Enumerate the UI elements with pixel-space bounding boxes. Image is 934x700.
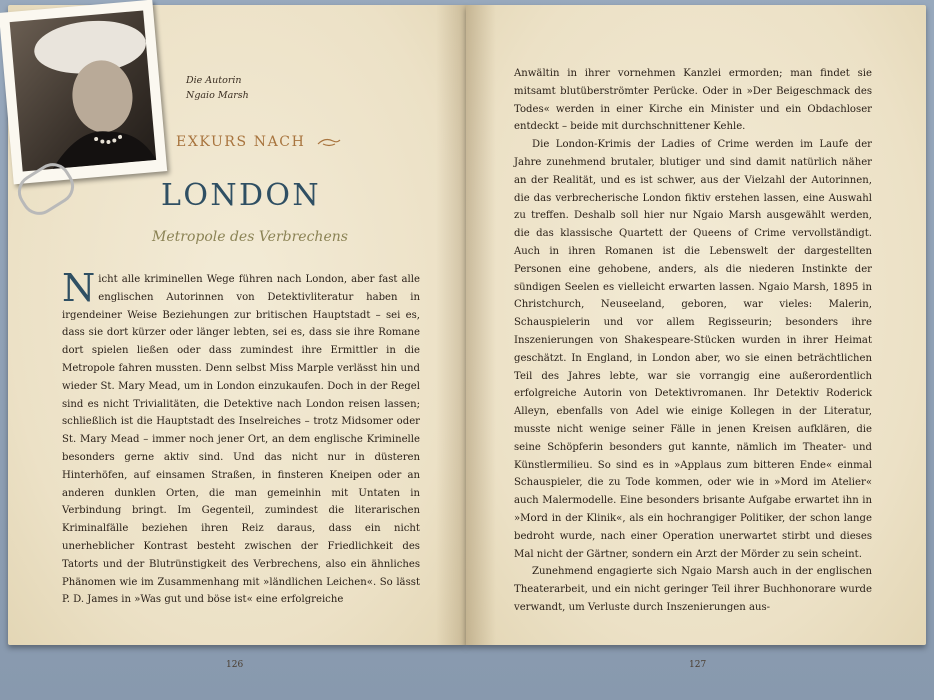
- gutter-shadow-left: [436, 5, 466, 645]
- caption-line-2: Ngaio Marsh: [186, 90, 249, 101]
- section-label-text: EXKURS NACH: [176, 134, 306, 150]
- right-body-text: [514, 65, 872, 617]
- section-label: [176, 134, 341, 150]
- left-body-text: [62, 266, 420, 609]
- author-photo: [0, 0, 167, 184]
- chapter-title: LONDON: [161, 178, 322, 213]
- page-number-right: 127: [689, 660, 707, 670]
- page-number-left: 126: [226, 660, 244, 670]
- gutter-shadow-right: [466, 5, 496, 645]
- caption-line-1: Die Autorin: [186, 75, 242, 86]
- left-paragraph: icht alle kriminellen Wege führen nach London, aber fast alle englischen Autorinnen von Detektivliteratur haben in irgendeiner Weise Beziehungen zur britischen Hauptstadt – sei es, dass sie dort kürzer oder länger lebten, sei es, dass sie ihre Romane dort spielen ließen oder dass zumindest ihre Ermittler in die Metropole fahren mussten. Denn selbst Miss Marple verlässt hin und wieder St. Mary Mead, um in London einzukaufen. Doch in der Regel sind es nicht Trivialitäten, die Detektive nach London reisen lassen; schließlich ist die Hauptstadt des Inselreiches – trotz Midsomer oder St. Mary Mead – immer noch jener Ort, an dem englische Kriminelle besonders gerne aktiv sind. Und das nicht nur in düsteren Hinterhöfen, auf einsamen Straßen, in finsteren Kneipen oder an anderen dunklen Orten, die man gemeinhin mit Untaten in Verbindung bringt. Im Gegenteil, zumindest die literarischen Kriminalfälle beziehen ihren Reiz daraus, dass ein nicht unerheblicher Kontrast besteht zwischen der Friedlichkeit des Tatorts und der Blutrünstigkeit des Verbrechens, also ein ähnliches Phänomen wie im Zusammenhang mit »ländlichen Leichen«. So lässt P. D. James in »Was gut und böse ist« eine erfolgreiche: [62, 274, 420, 606]
- right-paragraph-2: Die London-Krimis der Ladies of Crime werden im Laufe der Jahre zunehmend brutaler, blutiger und sind damit natürlich näher an der Realität, und es ist schwer, aus der Vielzahl der Autorinnen, die das verbrecherische London fiktiv erstehen lassen, eine Auswahl zu treffen. Deshalb soll hier nur Ngaio Marsh ausgewählt werden, die das klassische Quartett der Queens of Crime vervollständigt. Auch in ihren Romanen ist die Lebenswelt der dargestellten Personen eine gehobene, anders, als die niederen Instinkte der sündigen Seelen es vielleicht erwarten lassen. Ngaio Marsh, 1895 in Christchurch, Neuseeland, geboren, war vieles: Malerin, Schauspielerin und vor allem Regisseurin; besonders ihre Inszenierungen von Shakespeare-Stücken wurden in ihrer Heimat geschätzt. In England, in London aber, wo sie einen beträchtlichen Teil des Jahres lebte, war sie vorrangig eine außerordentlich erfolgreiche Autorin von Detektivromanen. Ihr Detektiv Roderick Alleyn, ebenfalls von Adel wie einige Kollegen in der Literatur, musste nicht wenige seiner Fälle in jenen Kreisen aufklären, die seine Schöpferin besonders gut kannte, nämlich im Theater- und Künstlermilieu. So sind es in »Applaus zum bitteren Ende« einmal Schauspieler, die zu Tode kommen, oder wie in »Mord im Atelier« auch Malermodelle. Eine besonders brisante Aufgabe erwartet ihn in »Mord in der Klinik«, als ein hochrangiger Politiker, der schon lange bedroht wurde, nach einer Operation unerwartet stirbt und dieses Mal nicht der Gärtner, sondern ein Arzt der Mörder zu sein scheint.: [514, 139, 872, 560]
- right-paragraph-1: Anwältin in ihrer vornehmen Kanzlei ermorden; man findet sie mitsamt blutüberströmter Perücke. Oder in »Der Beigeschmack des Todes« werden in einer Kirche ein Minister und ein Obdachloser entdeckt – beide mit durchschnittener Kehle.: [514, 68, 872, 133]
- chapter-subtitle: Metropole des Verbrechens: [152, 229, 348, 245]
- portrait-illustration: [10, 10, 157, 171]
- right-paragraph-3: Zunehmend engagierte sich Ngaio Marsh auch in der englischen Theaterarbeit, und ein nicht geringer Teil ihrer Buchhonorare wurde verwandt, um Verluste durch Inszenierungen aus-: [514, 566, 872, 613]
- author-photo-image: [10, 10, 157, 171]
- drop-cap: N: [62, 266, 96, 310]
- swirl-ornament-icon: [317, 136, 341, 148]
- photo-caption: [186, 73, 249, 103]
